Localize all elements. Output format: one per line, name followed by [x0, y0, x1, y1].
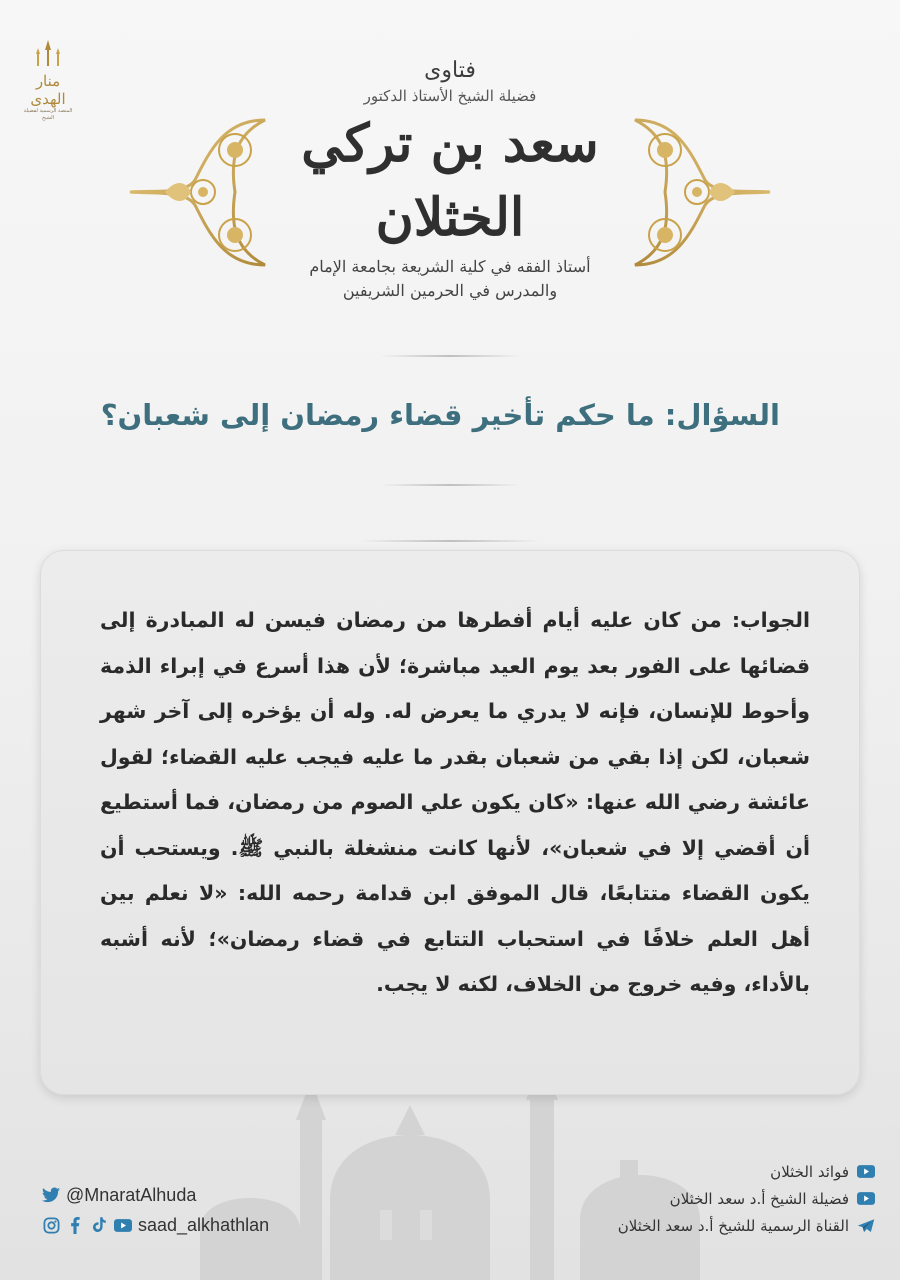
channel-label: فضيلة الشيخ أ.د سعد الخثلان — [669, 1189, 849, 1208]
telegram-icon — [857, 1217, 875, 1235]
role-line-2: والمدرس في الحرمين الشريفين — [342, 281, 558, 300]
divider — [360, 540, 540, 542]
twitter-icon — [42, 1186, 60, 1204]
channel-item[interactable] — [540, 1212, 875, 1239]
facebook-icon — [66, 1216, 84, 1234]
answer-text: الجواب: من كان عليه أيام أفطرها من رمضان فيسن له المبادرة إلى قضائها على الفور بعد يوم العيد مباشرة؛ لأن هذا أسرع في إبراء الذمة وأحوط للإنسان، فإنه لا يدري ما يعرض له. وله أن يؤخره إلى آخر شهر شعبان، لكن إذا بقي من شعبان بقدر ما عليه فيجب عليه القضاء؛ لقول عائشة رضي الله عنها: «كان يكون علي الصوم من رمضان، فما أستطيع أن أقضي إلا في شعبان»، لأنها كانت منشغلة بالنبي ﷺ. ويستحب أن يكون القضاء متتابعًا، قال الموفق ابن قدامة رحمه الله: «لا نعلم بين أهل العلم خلافًا في استحباب التتابع في قضاء رمضان»؛ لأنه أشبه بالأداء، وفيه خروج من الخلاف، لكنه لا يجب. — [100, 608, 810, 996]
channel-item[interactable] — [540, 1185, 875, 1212]
instagram-icon — [42, 1216, 60, 1234]
sheikh-name: سعد بن تركي الخثلان — [301, 113, 599, 248]
social-handle: saad_alkhathlan — [138, 1214, 270, 1235]
channel-label: القناة الرسمية للشيخ أ.د سعد الخثلان — [617, 1216, 849, 1235]
minaret-logo-icon — [22, 38, 74, 68]
youtube-icon — [114, 1216, 132, 1234]
channel-label: فوائد الخثلان — [770, 1162, 849, 1181]
footer-channels — [540, 1158, 875, 1239]
tiktok-icon — [90, 1216, 108, 1234]
brand-logo — [22, 38, 74, 121]
twitter-handle: @MnaratAlhuda — [66, 1184, 197, 1205]
divider — [380, 484, 520, 486]
social-row[interactable] — [42, 1210, 342, 1240]
twitter-row[interactable] — [42, 1180, 342, 1210]
footer-social — [42, 1180, 342, 1240]
header-block — [250, 58, 650, 303]
question-text: السؤال: ما حكم تأخير قضاء رمضان إلى شعبان؟ — [100, 398, 780, 432]
sheikh-title: فضيلة الشيخ الأستاذ الدكتور — [363, 87, 537, 105]
divider — [380, 355, 520, 357]
youtube-icon — [857, 1190, 875, 1208]
channel-item[interactable] — [540, 1158, 875, 1185]
logo-subtext: المنصة الرسمية لفضيلة الشيخ — [23, 108, 73, 121]
logo-text: منار الهدى — [30, 72, 66, 108]
fatawa-label: فتاوى — [424, 58, 476, 83]
role-line-1: أستاذ الفقه في كلية الشريعة بجامعة الإمام — [309, 257, 591, 276]
youtube-icon — [857, 1163, 875, 1181]
